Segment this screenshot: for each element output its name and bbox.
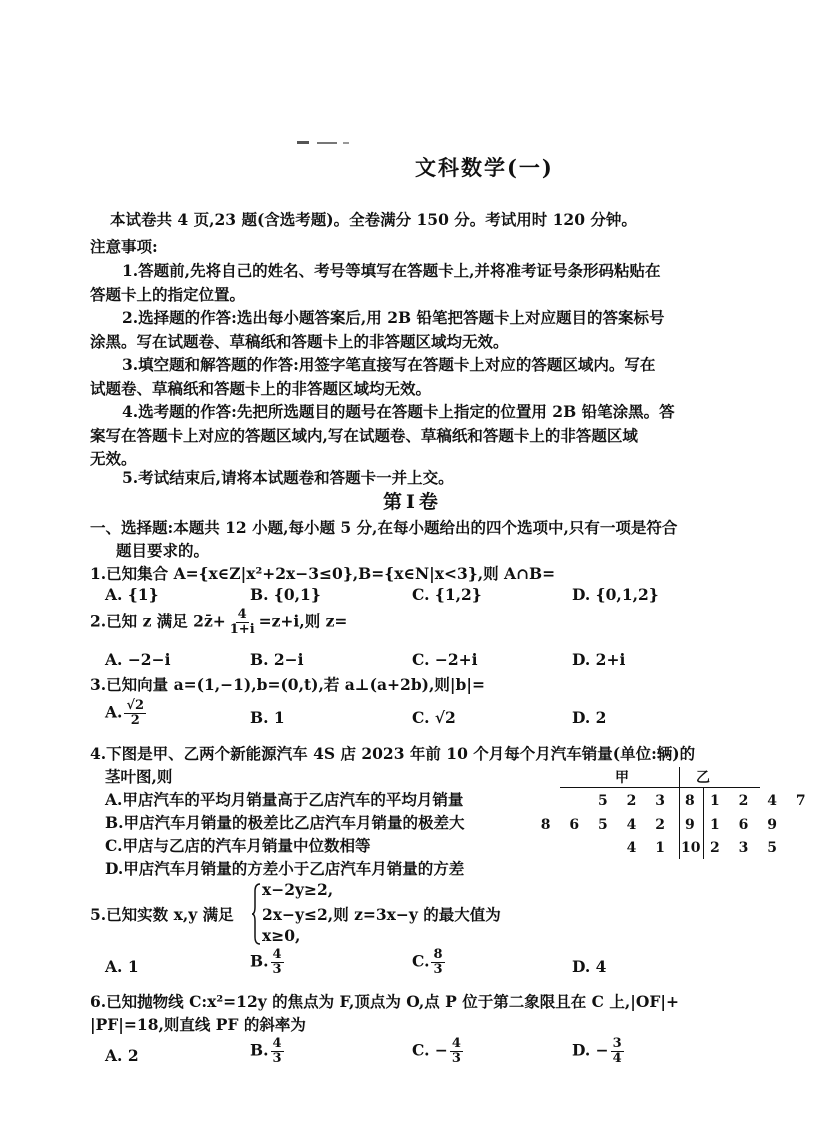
part-title: 第Ⅰ卷 xyxy=(383,491,442,513)
note-line: 答题卡上的指定位置。 xyxy=(90,285,246,304)
q4-option-b: B.甲店汽车月销量的极差比乙店汽车月销量的极差大 xyxy=(105,813,465,832)
q3-option-a-den: 2 xyxy=(130,713,140,728)
q3-option-c xyxy=(412,708,456,727)
exam-intro: 本试卷共 4 页,23 题(含选考题)。全卷满分 150 分。考试用时 120 分钟。 xyxy=(110,210,637,229)
q3-option-b: B. 1 xyxy=(250,708,285,727)
note-line: 无效。 xyxy=(90,449,137,468)
q6-option-d-label: D. − xyxy=(572,1040,609,1060)
q5-option-b xyxy=(250,948,286,977)
stem-value: 8 xyxy=(685,793,695,809)
stem-leaf-table xyxy=(540,767,813,859)
q6-option-c-num: 4 xyxy=(451,1036,461,1051)
q5-constraint-2: 2x−y≤2,则 z=3x−y 的最大值为 xyxy=(262,905,501,924)
left-leaves: 8 6 5 4 2 xyxy=(540,817,672,833)
right-leaves: 1 2 4 7 xyxy=(710,793,813,809)
section-heading: 一、选择题:本题共 12 小题,每小题 5 分,在每小题给出的四个选项中,只有一项是符合 xyxy=(90,518,678,537)
q2-option-c: C. −2+i xyxy=(412,650,478,669)
q5-option-c-label: C. xyxy=(412,951,430,971)
note-line: 涂黑。写在试题卷、草稿纸和答题卡上的非答题区域均无效。 xyxy=(90,332,509,351)
q1-option-b: B. {0,1} xyxy=(250,585,321,604)
q6-option-c-fraction xyxy=(450,1037,463,1066)
stem-right-rule xyxy=(703,787,704,859)
section-heading-cont: 题目要求的。 xyxy=(116,541,210,560)
right-leaves: 1 6 9 xyxy=(710,817,784,833)
note-line: 2.选择题的作答:选出每小题答案后,用 2B 铅笔把答题卡上对应题目的答案标号 xyxy=(122,308,665,327)
q5-option-a: A. 1 xyxy=(105,957,139,976)
q1-option-a: A. {1} xyxy=(105,585,159,604)
q1-option-c: C. {1,2} xyxy=(412,585,482,604)
q3-option-a xyxy=(105,699,148,728)
page-title: 文科数学(一) xyxy=(415,155,554,180)
q3-option-a-num: √2 xyxy=(126,698,145,713)
q2-stem-pre: 2.已知 z 满足 2z̄+ xyxy=(90,611,226,631)
q6-option-a: A. 2 xyxy=(105,1046,139,1065)
stem-leaf-left-header: 甲 xyxy=(615,770,629,786)
stem-left-rule xyxy=(679,787,680,859)
q5-option-c-den: 3 xyxy=(433,962,443,977)
note-line: 1.答题前,先将自己的姓名、考号等填写在答题卡上,并将准考证号条形码粘贴在 xyxy=(122,261,661,280)
q3-option-d: D. 2 xyxy=(572,708,607,727)
q2-fraction xyxy=(228,608,257,637)
question-4-stem-cont: 茎叶图,则 xyxy=(105,767,173,786)
q1-option-d: D. {0,1,2} xyxy=(572,585,659,604)
q4-option-a: A.甲店汽车的平均月销量高于乙店汽车的平均月销量 xyxy=(105,790,464,809)
q6-option-b-den: 3 xyxy=(272,1051,282,1066)
question-3-stem: 3.已知向量 a=(1,−1),b=(0,t),若 a⊥(a+2b),则|b|= xyxy=(90,675,485,694)
q2-option-a: A. −2−i xyxy=(105,650,171,669)
q4-option-c: C.甲店与乙店的汽车月销量中位数相等 xyxy=(105,836,371,855)
question-2-stem xyxy=(90,608,347,637)
q6-option-d-fraction xyxy=(611,1037,624,1066)
q5-constraint-1: x−2y≥2, xyxy=(262,880,334,899)
q6-option-d-den: 4 xyxy=(612,1051,622,1066)
q6-option-c-den: 3 xyxy=(451,1051,461,1066)
q5-option-b-label: B. xyxy=(250,951,269,971)
q6-option-c xyxy=(412,1037,465,1066)
q6-option-d xyxy=(572,1037,626,1066)
stem-value: 9 xyxy=(685,817,695,833)
q2-option-d: D. 2+i xyxy=(572,650,626,669)
right-leaves: 2 3 5 xyxy=(710,840,784,856)
note-line: 3.填空题和解答题的作答:用签字笔直接写在答题卡上对应的答题区域内。写在 xyxy=(122,355,656,374)
q3-option-a-label: A. xyxy=(105,702,123,722)
q5-option-d: D. 4 xyxy=(572,957,607,976)
header-divider xyxy=(679,767,680,787)
q5-option-c-num: 8 xyxy=(433,947,443,962)
q3-option-c-label: C. xyxy=(412,708,430,727)
note-line: 案写在答题卡上对应的答题区域内,写在试题卷、草稿纸和答题卡上的非答题区域 xyxy=(90,426,638,445)
stem-value: 10 xyxy=(681,840,701,856)
q5-option-b-fraction xyxy=(271,948,284,977)
q4-option-d: D.甲店汽车月销量的方差小于乙店汽车月销量的方差 xyxy=(105,859,465,878)
q6-option-b-num: 4 xyxy=(272,1036,282,1051)
q2-option-b: B. 2−i xyxy=(250,650,304,669)
q5-option-c-fraction xyxy=(431,948,444,977)
q6-option-b-fraction xyxy=(271,1037,284,1066)
question-5-stem: 5.已知实数 x,y 满足 xyxy=(90,905,234,924)
q5-option-c xyxy=(412,948,447,977)
notes-heading: 注意事项: xyxy=(90,237,158,256)
scan-mark xyxy=(295,140,353,146)
question-6-stem-cont: |PF|=18,则直线 PF 的斜率为 xyxy=(90,1015,306,1034)
q2-frac-num: 4 xyxy=(237,607,247,622)
q3-option-a-fraction xyxy=(124,699,146,728)
q5-option-b-den: 3 xyxy=(272,962,282,977)
note-line: 4.选考题的作答:先把所选题目的题号在答题卡上指定的位置用 2B 铅笔涂黑。答 xyxy=(122,402,675,421)
left-leaves: 5 2 3 xyxy=(598,793,672,809)
q6-option-d-num: 3 xyxy=(612,1036,622,1051)
left-leaves: 4 1 xyxy=(626,840,672,856)
q2-stem-post: =z+i,则 z= xyxy=(258,611,348,631)
left-brace-icon xyxy=(251,883,261,945)
question-4-stem: 4.下图是甲、乙两个新能源汽车 4S 店 2023 年前 10 个月每个月汽车销量(单位:辆)的 xyxy=(90,744,696,763)
stem-leaf-right-header: 乙 xyxy=(696,770,710,786)
q6-option-b xyxy=(250,1037,286,1066)
q5-constraint-3: x≥0, xyxy=(262,926,301,945)
q6-option-c-label: C. − xyxy=(412,1040,448,1060)
question-6-stem: 6.已知抛物线 C:x²=12y 的焦点为 F,顶点为 O,点 P 位于第二象限且在 C 上,|OF|+ xyxy=(90,992,679,1011)
q3-option-c-value: √2 xyxy=(434,708,456,727)
note-line: 5.考试结束后,请将本试题卷和答题卡一并上交。 xyxy=(122,468,454,487)
question-1-stem: 1.已知集合 A={x∈Z|x²+2x−3≤0},B={x∈N|x<3},则 A∩B= xyxy=(90,564,556,583)
q5-option-b-num: 4 xyxy=(272,947,282,962)
header-rule xyxy=(560,787,760,788)
note-line: 试题卷、草稿纸和答题卡上的非答题区域均无效。 xyxy=(90,379,432,398)
q2-frac-den: 1+i xyxy=(229,622,255,637)
q6-option-b-label: B. xyxy=(250,1040,269,1060)
